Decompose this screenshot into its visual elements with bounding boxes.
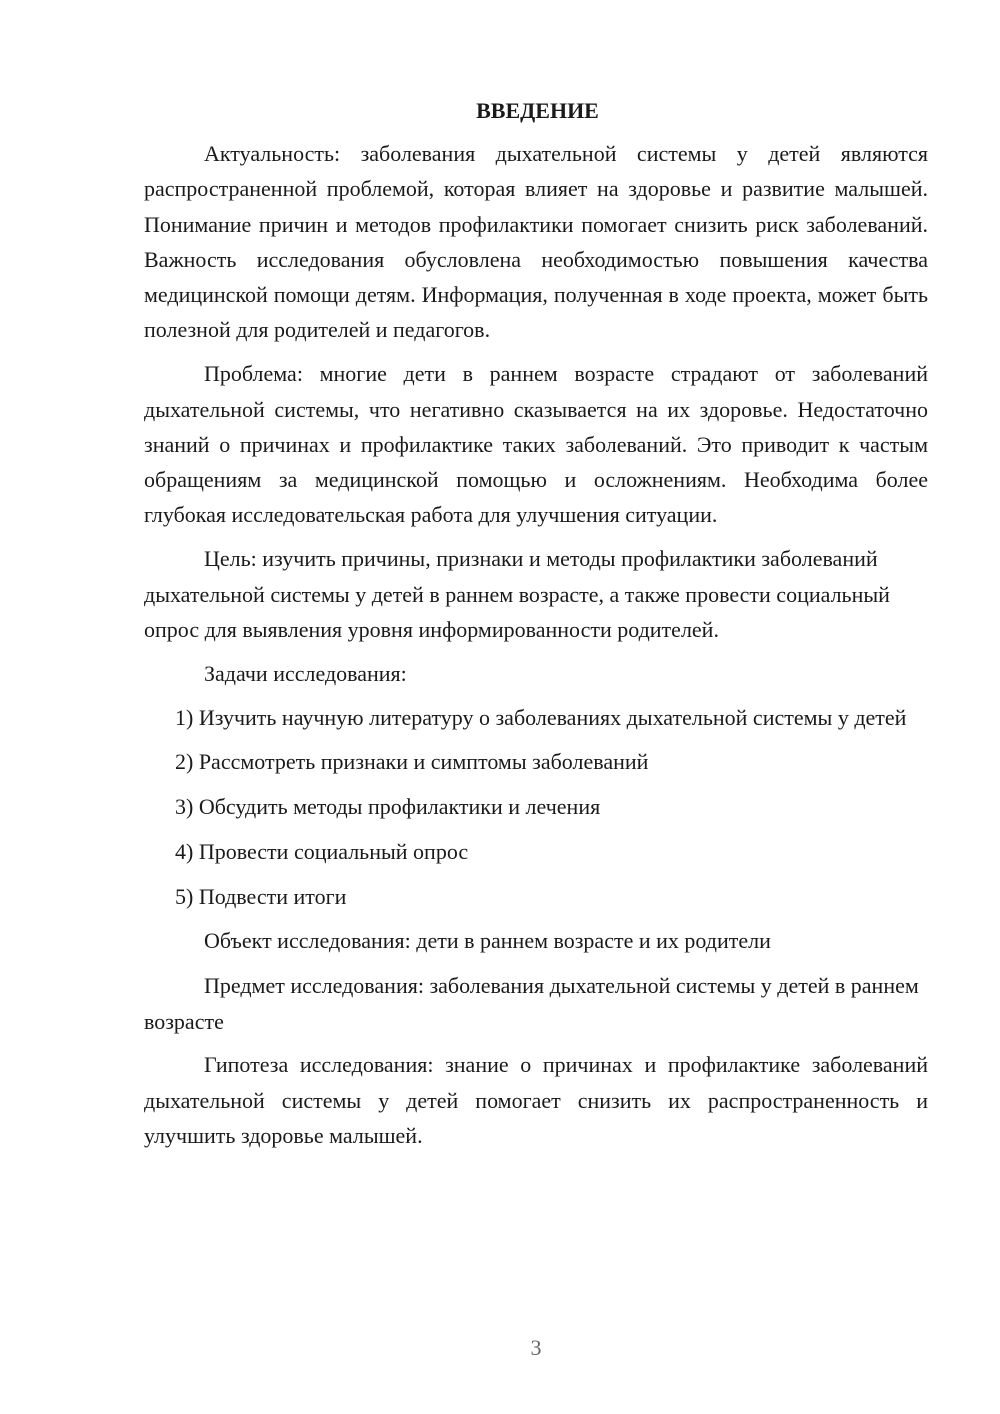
task-item: 3) Обсудить методы профилактики и лечения xyxy=(175,794,601,820)
page-title: ВВЕДЕНИЕ xyxy=(476,98,599,123)
relevance-paragraph: Актуальность: заболевания дыхательной системы у детей являются распространенной проблемой, которая влияет на здоровье и развитие малышей. Понимание причин и методов профилактики помогает снизить риск заболеваний. Важность исследования обусловлена необходимостью повышения качества медицинской помощи детям. Информация, полученная в ходе проекта, может быть полезной для родителей и педагогов. xyxy=(144,141,928,343)
task-item: 4) Провести социальный опрос xyxy=(175,838,469,864)
goal-paragraph: Цель: изучить причины, признаки и методы профилактики заболеваний дыхательной системы у детей в раннем возрасте, а также провести социальный опрос для выявления уровня информированности родителей. xyxy=(144,546,890,642)
hypothesis-paragraph: Гипотеза исследования: знание о причинах и профилактике заболеваний дыхательной системы у детей помогает снизить их распространенность и улучшить здоровье малышей. xyxy=(144,1052,928,1148)
page-content xyxy=(144,93,928,1162)
task-item: 5) Подвести итоги xyxy=(175,883,347,909)
task-item: 2) Рассмотреть признаки и симптомы заболеваний xyxy=(175,749,649,775)
task-item: 1) Изучить научную литературу о заболеваниях дыхательной системы у детей xyxy=(175,705,907,731)
problem-paragraph: Проблема: многие дети в раннем возрасте страдают от заболеваний дыхательной системы, что негативно сказывается на их здоровье. Недостаточно знаний о причинах и профилактике таких заболеваний. Это приводит к частым обращениям за медицинской помощью и осложнениям. Необходима более глубокая исследовательская работа для улучшения ситуации. xyxy=(144,361,928,528)
page-number: 3 xyxy=(530,1335,542,1360)
subject-paragraph: Предмет исследования: заболевания дыхательной системы у детей в раннем возрасте xyxy=(144,973,919,1034)
object-paragraph: Объект исследования: дети в раннем возрасте и их родители xyxy=(204,928,771,954)
tasks-heading: Задачи исследования: xyxy=(204,660,407,686)
